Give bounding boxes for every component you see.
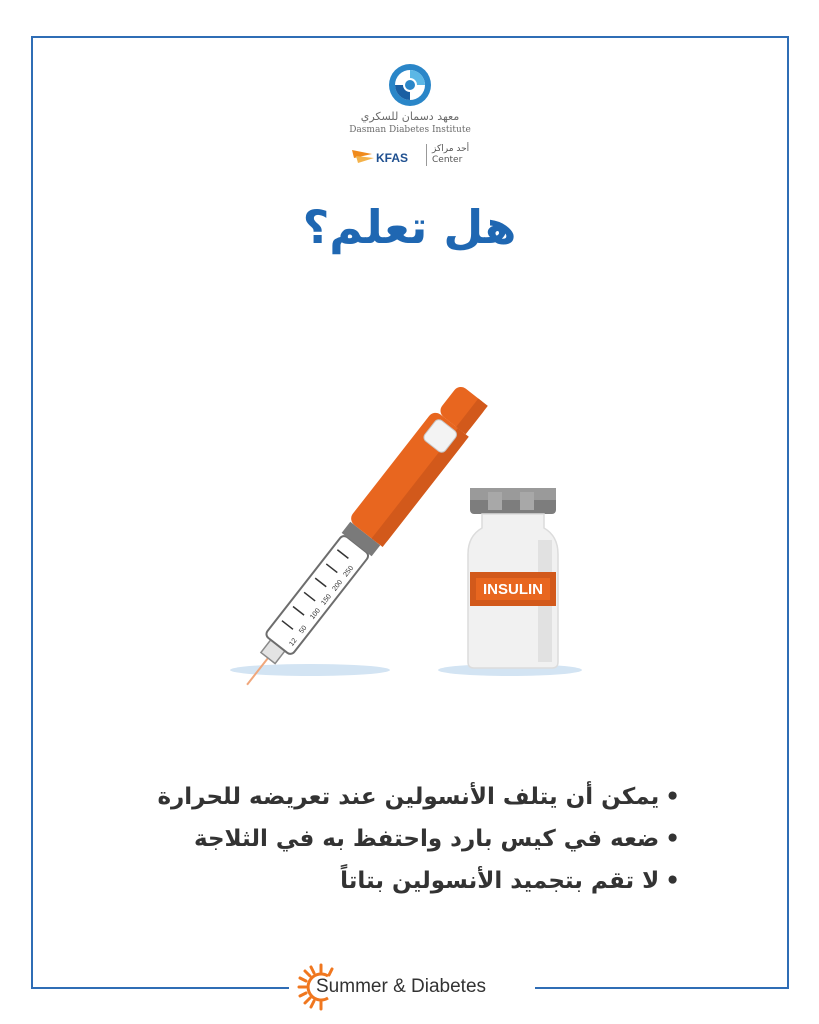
page-title: هل تعلم؟ [302, 200, 517, 254]
tip-text-1: يمكن أن يتلف الأنسولين عند تعريضه للحرارة [157, 784, 660, 810]
institute-logo-block [330, 62, 490, 172]
pen-scale-50: 50 [298, 624, 309, 636]
bullet-icon: • [665, 784, 680, 810]
bullet-icon: • [665, 868, 680, 894]
frame-top-border [31, 36, 789, 38]
frame-bottom-right-border [535, 987, 789, 989]
pen-scale-100: 100 [309, 607, 322, 621]
dasman-logo-icon [387, 62, 433, 108]
pen-scale-200: 200 [331, 579, 345, 593]
list-item [120, 824, 680, 854]
campaign-footer [296, 962, 532, 1012]
pen-scale-150: 150 [320, 593, 334, 607]
kfas-center-english: Center [432, 155, 463, 165]
frame-bottom-left-border [31, 987, 289, 989]
pen-shadow [230, 664, 390, 676]
kfas-center-arabic: أحد مراكز [432, 144, 470, 154]
tips-list [120, 782, 680, 908]
insulin-vial [468, 488, 558, 668]
kfas-divider [426, 144, 427, 166]
vial-label: INSULIN [483, 581, 543, 598]
insulin-illustration [220, 340, 600, 690]
list-item [120, 866, 680, 896]
campaign-title: Summer & Diabetes [316, 976, 487, 997]
tip-text-3: لا تقم بتجميد الأنسولين بتاتاً [340, 868, 660, 894]
frame-right-border [787, 36, 789, 989]
kfas-label: KFAS [376, 151, 409, 165]
pen-scale-250: 250 [342, 564, 356, 579]
insulin-pen [230, 381, 491, 690]
list-item [120, 782, 680, 812]
kfas-logo-icon [350, 144, 422, 168]
pen-scale-12: 12 [288, 637, 299, 648]
kfas-badge [350, 142, 480, 170]
tip-text-2: ضعه في كيس بارد واحتفظ به في الثلاجة [194, 826, 660, 852]
institute-name-english: Dasman Diabetes Institute [349, 125, 471, 135]
frame-left-border [31, 36, 33, 989]
institute-name-arabic: معهد دسمان للسكري [360, 110, 460, 123]
bullet-icon: • [665, 826, 680, 852]
